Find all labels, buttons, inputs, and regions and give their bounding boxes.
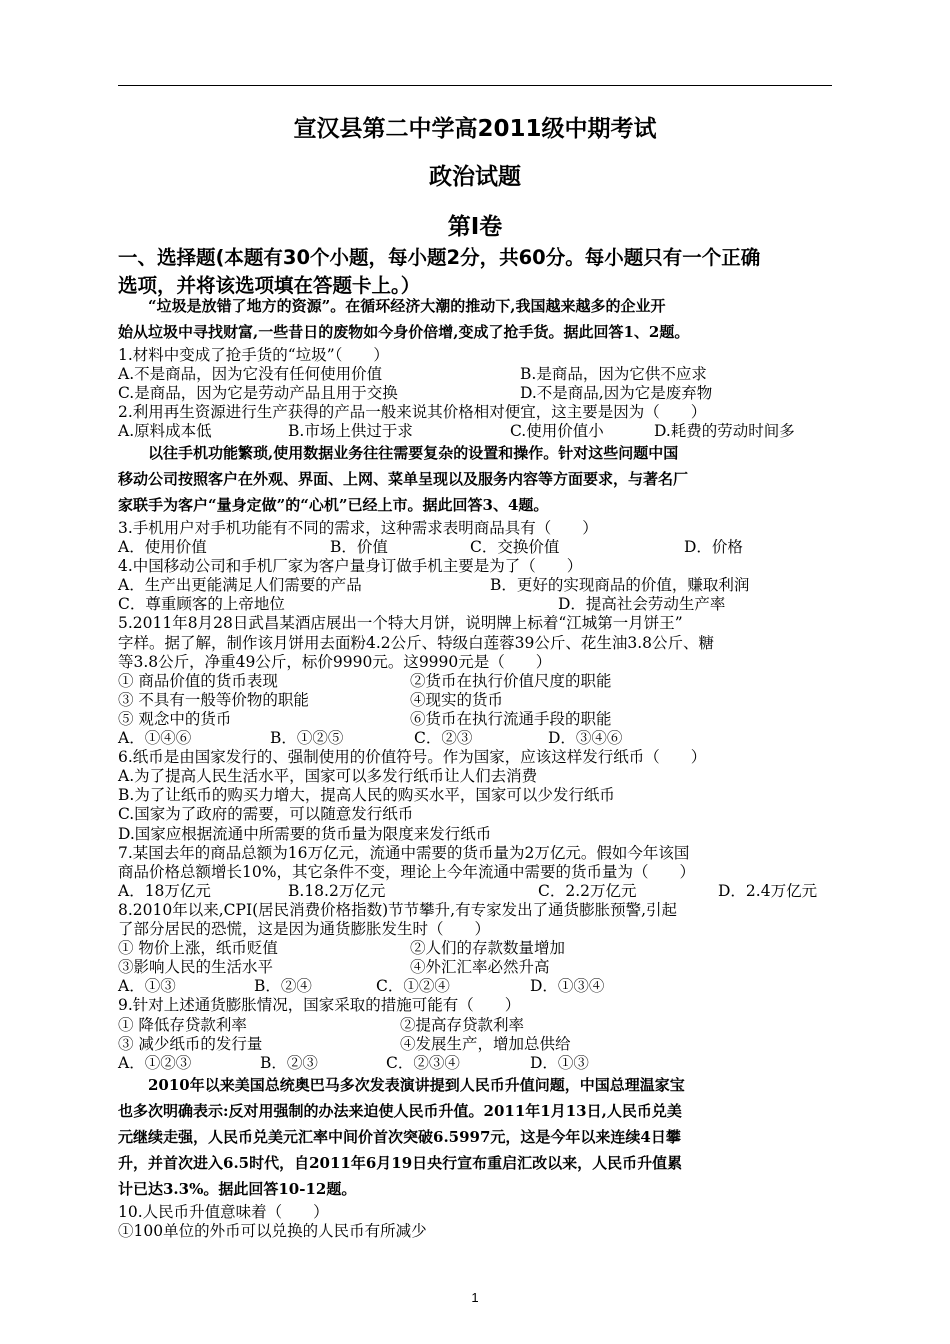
answer-option: ②货币在执行价值尺度的职能 [410, 671, 612, 690]
answer-option: C．②③ [414, 729, 473, 747]
text-line: 移动公司按照客户在外观、界面、上网、菜单呈现以及服务内容等方面要求，与著名厂 [118, 470, 689, 489]
text-line: 6.纸币是由国家发行的、强制使用的价值符号。作为国家，应该这样发行纸币（ ） [118, 748, 707, 767]
text-line: B.为了让纸币的购买力增大，提高人民的购买水平，国家可以少发行纸币 [118, 786, 615, 805]
text-line: 7.某国去年的商品总额为16万亿元，流通中需要的货币量为2万亿元。假如今年该国 [118, 843, 690, 862]
text-line: 元继续走强，人民币兑美元汇率中间价首次突破6.5997元，这是今年以来连续4日攀 [118, 1128, 681, 1147]
answer-option: A．①③ [118, 977, 176, 996]
answer-option: B．更好的实现商品的价值，赚取利润 [490, 576, 750, 595]
exam-title: 宣汉县第二中学高2011级中期考试 [293, 116, 657, 142]
text-line: 10.人民币升值意味着（ ） [118, 1202, 329, 1221]
text-line: 商品价格总额增长10%，其它条件不变，理论上今年流通中需要的货币量为（ ） [118, 862, 695, 881]
answer-option: ②提高存贷款利率 [400, 1015, 525, 1034]
answer-option: ④现实的货币 [410, 690, 504, 709]
answer-option: A．①②③ [118, 1053, 192, 1072]
section-heading-line-1: 一、选择题(本题有30个小题，每小题2分，共60分。每小题只有一个正确 [118, 246, 761, 269]
answer-option: ① 商品价值的货币表现 [118, 671, 278, 690]
answer-option: ④外汇汇率必然升高 [410, 958, 550, 977]
answer-option: C.是商品，因为它是劳动产品且用于交换 [118, 383, 398, 402]
answer-option: D.耗费的劳动时间多 [654, 421, 795, 440]
answer-option: B．价值 [330, 538, 388, 556]
text-line: 升，并首次进入6.5时代，自2011年6月19日央行宣布重启汇改以来，人民币升值累 [118, 1154, 683, 1173]
text-line: 始从垃圾中寻找财富,一些昔日的废物如今身价倍增,变成了抢手货。据此回答1、2题。 [118, 323, 690, 341]
answer-option: A.不是商品，因为它没有任何使用价值 [118, 364, 383, 383]
answer-option: D．③④⑥ [548, 729, 623, 747]
text-line: 4.中国移动公司和手机厂家为客户量身订做手机主要是为了（ ） [118, 557, 583, 576]
text-line: A.为了提高人民生活水平，国家可以多发行纸币让人们去消费 [118, 767, 538, 786]
answer-option: B．①②⑤ [270, 729, 344, 747]
text-line: 等3.8公斤，净重49公斤，标价9990元。这9990元是（ ） [118, 652, 552, 671]
section-heading [118, 244, 832, 300]
answer-option: ②人们的存款数量增加 [410, 939, 566, 958]
answer-option: C．交换价值 [470, 538, 560, 556]
header-rule [118, 85, 832, 86]
answer-option: B.18.2万亿元 [288, 881, 386, 900]
answer-option: A．18万亿元 [118, 881, 211, 900]
text-line: 9.针对上述通货膨胀情况，国家采取的措施可能有（ ） [118, 996, 521, 1015]
answer-option: B.市场上供过于求 [288, 421, 413, 440]
text-line: 2.利用再生资源进行生产获得的产品一般来说其价格相对便宜，这主要是因为（ ） [118, 402, 707, 421]
text-line: C.国家为了政府的需要，可以随意发行纸币 [118, 805, 414, 824]
answer-option: D．提高社会劳动生产率 [558, 595, 726, 614]
answer-option: ① 物价上涨，纸币贬值 [118, 939, 278, 958]
text-line: “垃圾是放错了地方的资源”。在循环经济大潮的推动下,我国越来越多的企业开 [118, 297, 666, 315]
answer-option: D.不是商品,因为它是废弃物 [520, 383, 713, 402]
text-line: ①100单位的外币可以兑换的人民币有所减少 [118, 1221, 427, 1240]
answer-option: ③ 不具有一般等价物的职能 [118, 690, 309, 709]
answer-option: ③ 减少纸币的发行量 [118, 1034, 263, 1053]
answer-option: C.使用价值小 [510, 421, 604, 440]
answer-option: A．①④⑥ [118, 729, 192, 747]
answer-option: D．①③④ [530, 977, 605, 996]
page-number: 1 [471, 1290, 479, 1305]
text-line: 1.材料中变成了抢手货的“垃圾”（ ） [118, 345, 389, 364]
subject-title: 政治试题 [429, 164, 521, 190]
answer-option: D．2.4万亿元 [718, 881, 818, 900]
answer-option: ④发展生产，增加总供给 [400, 1034, 571, 1053]
text-line: 2010年以来美国总统奥巴马多次发表演讲提到人民币升值问题，中国总理温家宝 [118, 1076, 685, 1095]
answer-option: C．①②④ [376, 977, 450, 996]
answer-option: C．2.2万亿元 [538, 881, 637, 900]
answer-option: ⑥货币在执行流通手段的职能 [410, 709, 612, 728]
answer-option: B.是商品，因为它供不应求 [520, 364, 707, 383]
answer-option: A．生产出更能满足人们需要的产品 [118, 576, 362, 595]
volume-title: 第Ⅰ卷 [447, 214, 503, 240]
text-line: 家联手为客户“量身定做”的“心机”已经上市。据此回答3、4题。 [118, 496, 549, 515]
text-line: 计已达3.3%。据此回答10-12题。 [118, 1180, 357, 1199]
answer-option: C．尊重顾客的上帝地位 [118, 595, 285, 614]
answer-option: B．②③ [260, 1053, 318, 1072]
answer-option: ① 降低存贷款利率 [118, 1015, 247, 1034]
answer-option: ③影响人民的生活水平 [118, 958, 274, 977]
answer-option: D．价格 [684, 538, 743, 556]
text-line: D.国家应根据流通中所需要的货币量为限度来发行纸币 [118, 824, 492, 843]
text-line: 3.手机用户对手机功能有不同的需求，这种需求表明商品具有（ ） [118, 518, 598, 537]
text-line: 也多次明确表示:反对用强制的办法来迫使人民币升值。2011年1月13日,人民币兑美 [118, 1102, 682, 1121]
answer-option: D．①③ [530, 1053, 589, 1072]
section-heading-line-2: 选项，并将该选项填在答题卡上。） [118, 274, 421, 297]
answer-option: A．使用价值 [118, 538, 207, 556]
answer-option: B．②④ [254, 977, 312, 996]
text-line: 了部分居民的恐慌，这是因为通货膨胀发生时（ ） [118, 920, 491, 938]
answer-option: A.原料成本低 [118, 421, 212, 440]
text-line: 以往手机功能繁琐,使用数据业务往往需要复杂的设置和操作。针对这些问题中国 [118, 444, 679, 463]
text-line: 8.2010年以来,CPI(居民消费价格指数)节节攀升,有专家发出了通货膨胀预警,引起 [118, 900, 678, 919]
text-line: 5.2011年8月28日武昌某酒店展出一个特大月饼，说明牌上标着“江城第一月饼王” [118, 614, 683, 633]
answer-option: ⑤ 观念中的货币 [118, 709, 232, 728]
text-line: 字样。据了解，制作该月饼用去面粉4.2公斤、特级白莲蓉39公斤、花生油3.8公斤、糖 [118, 633, 715, 652]
answer-option: C．②③④ [386, 1053, 460, 1072]
